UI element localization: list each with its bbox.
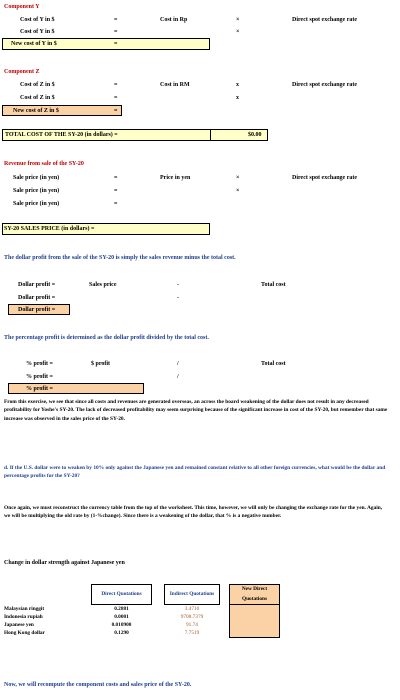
times-sign: × <box>236 175 240 181</box>
minus-sign: - <box>177 295 179 301</box>
currency-name: Hong Kong dollar <box>4 630 45 637</box>
new-cost-z-label: New cost of Z in $ <box>13 108 59 114</box>
component-y-title: Component Y <box>4 4 40 10</box>
sales-price-col-label: Sales price <box>89 282 117 288</box>
equals-sign: = <box>114 82 118 88</box>
sale-price-label-2: Sale price (in yen) <box>13 188 60 194</box>
equals-sign: = <box>114 95 118 101</box>
times-sign: x <box>236 95 239 101</box>
pct-profit-label-3: % profit = <box>26 386 53 392</box>
times-sign: × <box>236 17 240 23</box>
indirect-quote: 9708.7379 <box>180 614 204 621</box>
equals-sign: = <box>114 108 118 114</box>
new-cost-y-label: New cost of Y in $ <box>11 41 57 47</box>
direct-spot-rate-label: Direct spot exchange rate <box>292 175 358 181</box>
equals-sign: = <box>114 175 118 181</box>
total-cost-col-label: Total cost <box>261 361 286 367</box>
indirect-quotations-header: Indirect Quotations <box>165 585 220 605</box>
indirect-quote: 7.7519 <box>184 630 200 637</box>
direct-spot-rate-label: Direct spot exchange rate <box>292 17 358 23</box>
pct-profit-label-2: % profit = <box>26 374 53 380</box>
instructions-paragraph: Once again, we must reconstruct the currency table from the top of the worksheet. This time, however, we will only be changing the exchange rate for the yen. Again, we will be multiplying the old rate by (1-%change). Since there is a weakening of the dollar, that % is a negative number. <box>4 505 383 520</box>
component-z-title: Component Z <box>4 69 40 75</box>
sales-price-label: SY-20 SALES PRICE (in dollars) = <box>4 226 95 232</box>
times-sign: × <box>236 29 240 35</box>
direct-quote: 0.1290 <box>114 630 129 637</box>
sale-price-label-3: Sale price (in yen) <box>13 201 60 207</box>
conclusion-paragraph: From this exercise, we see that since all costs and revenues are generated overseas, an across the board weakening of the dollar does not result in any decreased profitability for Yoshe's SY-20. The lack of decreased profitability may seem surprising because of the significant increase in cost of the SY-20, but remember that same increase was observed in the sales price of the SY-20. <box>4 399 388 422</box>
indirect-quote: 91.74 <box>186 622 198 629</box>
currency-name: Malaysian ringgit <box>4 605 45 612</box>
times-sign: x <box>236 82 239 88</box>
dollar-profit-col-label: $ profit <box>91 361 111 367</box>
pct-profit-label-1: % profit = <box>26 361 53 367</box>
dollar-profit-label-2: Dollar profit = <box>18 295 56 301</box>
indirect-quote: 3.4710 <box>184 606 200 613</box>
sale-price-label-1: Sale price (in yen) <box>13 175 60 181</box>
equals-sign: = <box>114 41 118 47</box>
equals-sign: = <box>114 201 118 207</box>
total-cost-label: TOTAL COST OF THE SY-20 (in dollars) = <box>5 132 118 138</box>
equals-sign: = <box>114 17 118 23</box>
profit-explanation: The dollar profit from the sale of the SY-20 is simply the sales revenue minus the total cost. <box>4 255 236 261</box>
new-direct-quote-cell[interactable] <box>230 613 280 621</box>
direct-quote: 0.010900 <box>111 622 132 629</box>
total-cost-col-label: Total cost <box>261 282 286 288</box>
currency-name: Indonesia rupiah <box>4 614 43 621</box>
new-direct-quotations-header: New Direct Quotations <box>230 585 280 605</box>
equals-sign: = <box>114 29 118 35</box>
table-row <box>4 629 280 638</box>
direct-quotations-header: Direct Quotations <box>92 585 152 605</box>
revenue-title: Revenue from sale of the SY-20 <box>4 161 84 167</box>
price-in-yen-label: Price in yen <box>160 175 191 181</box>
new-direct-quote-cell[interactable] <box>230 605 280 614</box>
equals-sign: = <box>114 188 118 194</box>
divide-sign: / <box>177 361 179 367</box>
times-sign: × <box>236 188 240 194</box>
pct-explanation: The percentage profit is determined as the dollar profit divided by the total cost. <box>4 335 209 341</box>
currency-name: Japanese yen <box>4 622 34 629</box>
total-cost-divider <box>210 129 211 141</box>
total-cost-value: $0.00 <box>248 132 262 138</box>
change-heading: Change in dollar strength against Japanese yen <box>4 560 125 566</box>
dollar-profit-label-1: Dollar profit = <box>18 282 56 288</box>
direct-quote: 0.0001 <box>114 614 129 621</box>
cost-in-rp-label: Cost in Rp <box>160 17 188 23</box>
table-row <box>4 621 280 629</box>
cost-y-label-2: Cost of Y in $ <box>20 29 55 35</box>
dollar-profit-label-3: Dollar profit = <box>18 307 56 313</box>
footer-text: Now, we will recompute the component costs and sales price of the SY-20. <box>4 682 192 688</box>
new-direct-quote-cell[interactable] <box>230 629 280 638</box>
cost-in-rm-label: Cost in RM <box>160 82 190 88</box>
direct-quote: 0.2881 <box>114 606 129 613</box>
divide-sign: / <box>177 374 179 380</box>
cost-z-label-1: Cost of Z in $ <box>20 82 55 88</box>
cost-y-label-1: Cost of Y in $ <box>20 17 55 23</box>
new-direct-quote-cell[interactable] <box>230 621 280 629</box>
minus-sign: - <box>177 282 179 288</box>
table-row <box>4 605 280 614</box>
cost-z-label-2: Cost of Z in $ <box>20 95 55 101</box>
question-d: d. If the U.S. dollar were to weaken by 10% only against the Japanese yen and remained constant relative to all other foreign currencies, what would be the dollar and percentage profits for the SY-20? <box>4 465 386 480</box>
direct-spot-rate-label: Direct spot exchange rate <box>292 82 358 88</box>
table-row <box>4 613 280 621</box>
currency-table <box>4 584 280 638</box>
